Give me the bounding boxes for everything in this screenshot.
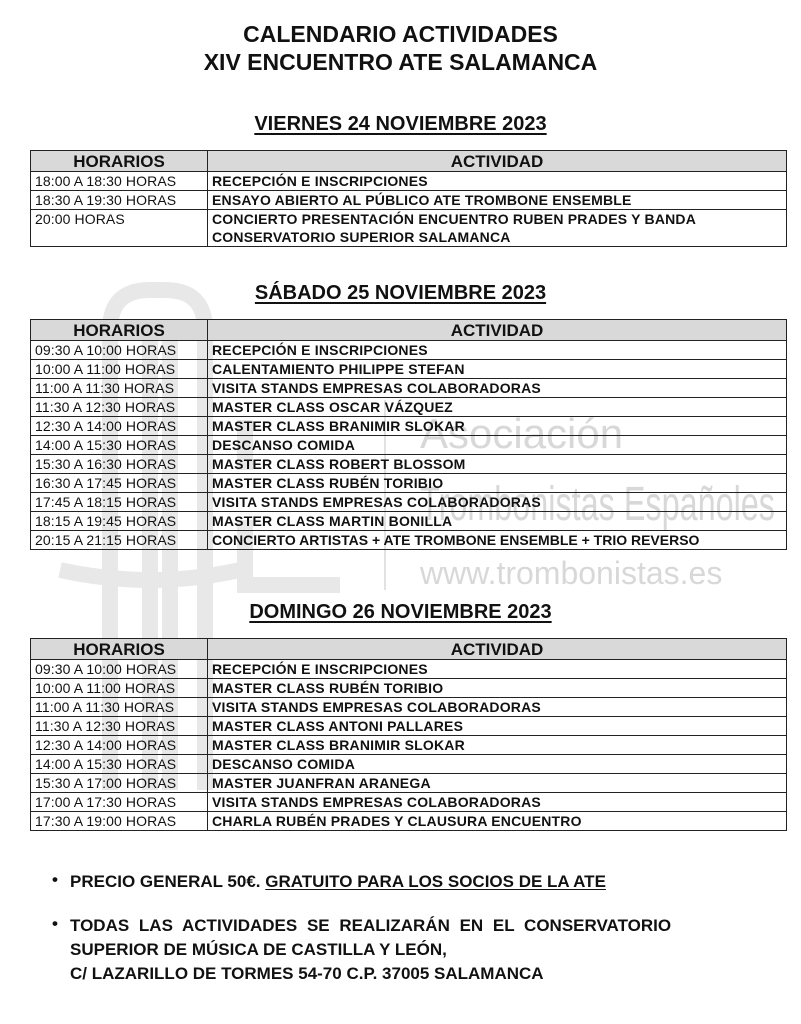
table-row xyxy=(31,191,787,210)
activity-cell: ENSAYO ABIERTO AL PÚBLICO ATE TROMBONE ENSEMBLE xyxy=(208,191,787,210)
time-cell: 11:30 A 12:30 HORAS xyxy=(31,398,208,417)
activity-cell: MASTER CLASS RUBÉN TORIBIO xyxy=(208,679,787,698)
time-cell: 18:15 A 19:45 HORAS xyxy=(31,512,208,531)
activity-cell: VISITA STANDS EMPRESAS COLABORADORAS xyxy=(208,793,787,812)
watermark-line2: Trombonistas Españoles xyxy=(420,478,775,531)
venue-line-2: SUPERIOR DE MÚSICA DE CASTILLA Y LEÓN, xyxy=(70,940,447,959)
table-row xyxy=(31,398,787,417)
bullet-icon: • xyxy=(52,870,58,889)
activity-cell: MASTER CLASS ANTONI PALLARES xyxy=(208,717,787,736)
activity-cell: CHARLA RUBÉN PRADES Y CLAUSURA ENCUENTRO xyxy=(208,812,787,831)
time-cell: 17:30 A 19:00 HORAS xyxy=(31,812,208,831)
activity-cell: CONCIERTO ARTISTAS + ATE TROMBONE ENSEMBLE + TRIO REVERSO xyxy=(208,531,787,550)
table-header-row xyxy=(31,151,787,172)
price-text: PRECIO GENERAL 50€. xyxy=(70,872,261,891)
time-cell: 20:00 HORAS xyxy=(31,210,208,247)
venue-line-3: C/ LAZARILLO DE TORMES 54-70 C.P. 37005 SALAMANCA xyxy=(70,964,544,983)
time-cell: 15:30 A 17:00 HORAS xyxy=(31,774,208,793)
activity-cell: VISITA STANDS EMPRESAS COLABORADORAS xyxy=(208,493,787,512)
bullet-icon: • xyxy=(52,914,58,933)
time-cell: 10:00 A 11:00 HORAS xyxy=(31,679,208,698)
table-row xyxy=(31,531,787,550)
table-row xyxy=(31,360,787,379)
time-cell: 18:30 A 19:30 HORAS xyxy=(31,191,208,210)
note-price xyxy=(52,870,797,894)
activity-cell: RECEPCIÓN E INSCRIPCIONES xyxy=(208,660,787,679)
time-cell: 18:00 A 18:30 HORAS xyxy=(31,172,208,191)
table-row xyxy=(31,493,787,512)
title-line-2: XIV ENCUENTRO ATE SALAMANCA xyxy=(203,49,598,75)
title-line-1: CALENDARIO ACTIVIDADES xyxy=(243,21,558,47)
time-cell: 20:15 A 21:15 HORAS xyxy=(31,531,208,550)
table-row xyxy=(31,341,787,360)
table-row xyxy=(31,679,787,698)
activity-cell: CONCIERTO PRESENTACIÓN ENCUENTRO RUBEN PRADES Y BANDA CONSERVATORIO SUPERIOR SALAMANCA xyxy=(208,210,787,247)
table-row xyxy=(31,210,787,247)
activity-cell: MASTER JUANFRAN ARANEGA xyxy=(208,774,787,793)
watermark-line3: www.trombonistas.es xyxy=(420,555,723,591)
time-cell: 14:00 A 15:30 HORAS xyxy=(31,755,208,774)
activity-cell: MASTER CLASS RUBÉN TORIBIO xyxy=(208,474,787,493)
activity-cell: RECEPCIÓN E INSCRIPCIONES xyxy=(208,172,787,191)
day-heading-friday: VIERNES 24 NOVIEMBRE 2023 xyxy=(254,113,547,135)
header-horarios: HORARIOS xyxy=(31,320,208,341)
schedule-table-saturday xyxy=(30,319,787,550)
time-cell: 14:00 A 15:30 HORAS xyxy=(31,436,208,455)
time-cell: 17:00 A 17:30 HORAS xyxy=(31,793,208,812)
table-row xyxy=(31,774,787,793)
time-cell: 12:30 A 14:00 HORAS xyxy=(31,417,208,436)
activity-cell: RECEPCIÓN E INSCRIPCIONES xyxy=(208,341,787,360)
header-horarios: HORARIOS xyxy=(31,639,208,660)
time-cell: 16:30 A 17:45 HORAS xyxy=(31,474,208,493)
activity-cell: MASTER CLASS MARTIN BONILLA xyxy=(208,512,787,531)
notes-list xyxy=(52,870,797,1006)
schedule-table-sunday xyxy=(30,638,787,831)
activity-cell: VISITA STANDS EMPRESAS COLABORADORAS xyxy=(208,698,787,717)
activity-cell: MASTER CLASS ROBERT BLOSSOM xyxy=(208,455,787,474)
table-row xyxy=(31,512,787,531)
table-row xyxy=(31,436,787,455)
table-row xyxy=(31,812,787,831)
activity-cell: MASTER CLASS BRANIMIR SLOKAR xyxy=(208,736,787,755)
time-cell: 11:30 A 12:30 HORAS xyxy=(31,717,208,736)
header-actividad: ACTIVIDAD xyxy=(208,320,787,341)
schedule-table-friday xyxy=(30,150,787,247)
watermark-line1: Asociación xyxy=(420,410,624,457)
table-row xyxy=(31,698,787,717)
time-cell: 17:45 A 18:15 HORAS xyxy=(31,493,208,512)
activity-cell: VISITA STANDS EMPRESAS COLABORADORAS xyxy=(208,379,787,398)
time-cell: 09:30 A 10:00 HORAS xyxy=(31,660,208,679)
table-row xyxy=(31,474,787,493)
table-row xyxy=(31,793,787,812)
table-header-row xyxy=(31,320,787,341)
header-actividad: ACTIVIDAD xyxy=(208,639,787,660)
activity-cell: MASTER CLASS OSCAR VÁZQUEZ xyxy=(208,398,787,417)
activity-cell: DESCANSO COMIDA xyxy=(208,436,787,455)
table-header-row xyxy=(31,639,787,660)
table-row xyxy=(31,755,787,774)
table-row xyxy=(31,417,787,436)
table-row xyxy=(31,172,787,191)
time-cell: 09:30 A 10:00 HORAS xyxy=(31,341,208,360)
note-venue xyxy=(52,914,797,986)
activity-cell: MASTER CLASS BRANIMIR SLOKAR xyxy=(208,417,787,436)
day-heading-saturday: SÁBADO 25 NOVIEMBRE 2023 xyxy=(254,282,547,304)
day-heading-sunday: DOMINGO 26 NOVIEMBRE 2023 xyxy=(249,601,552,623)
time-cell: 12:30 A 14:00 HORAS xyxy=(31,736,208,755)
header-horarios: HORARIOS xyxy=(31,151,208,172)
time-cell: 10:00 A 11:00 HORAS xyxy=(31,360,208,379)
activity-cell: CALENTAMIENTO PHILIPPE STEFAN xyxy=(208,360,787,379)
table-row xyxy=(31,379,787,398)
table-row xyxy=(31,736,787,755)
time-cell: 11:00 A 11:30 HORAS xyxy=(31,379,208,398)
venue-line-1: TODAS LAS ACTIVIDADES SE REALIZARÁN EN EL CONSERVATORIO xyxy=(70,916,672,935)
activity-cell: DESCANSO COMIDA xyxy=(208,755,787,774)
table-row xyxy=(31,660,787,679)
time-cell: 15:30 A 16:30 HORAS xyxy=(31,455,208,474)
price-free-text: GRATUITO PARA LOS SOCIOS DE LA ATE xyxy=(265,872,606,891)
time-cell: 11:00 A 11:30 HORAS xyxy=(31,698,208,717)
page-title xyxy=(0,20,801,76)
table-row xyxy=(31,455,787,474)
table-row xyxy=(31,717,787,736)
header-actividad: ACTIVIDAD xyxy=(208,151,787,172)
